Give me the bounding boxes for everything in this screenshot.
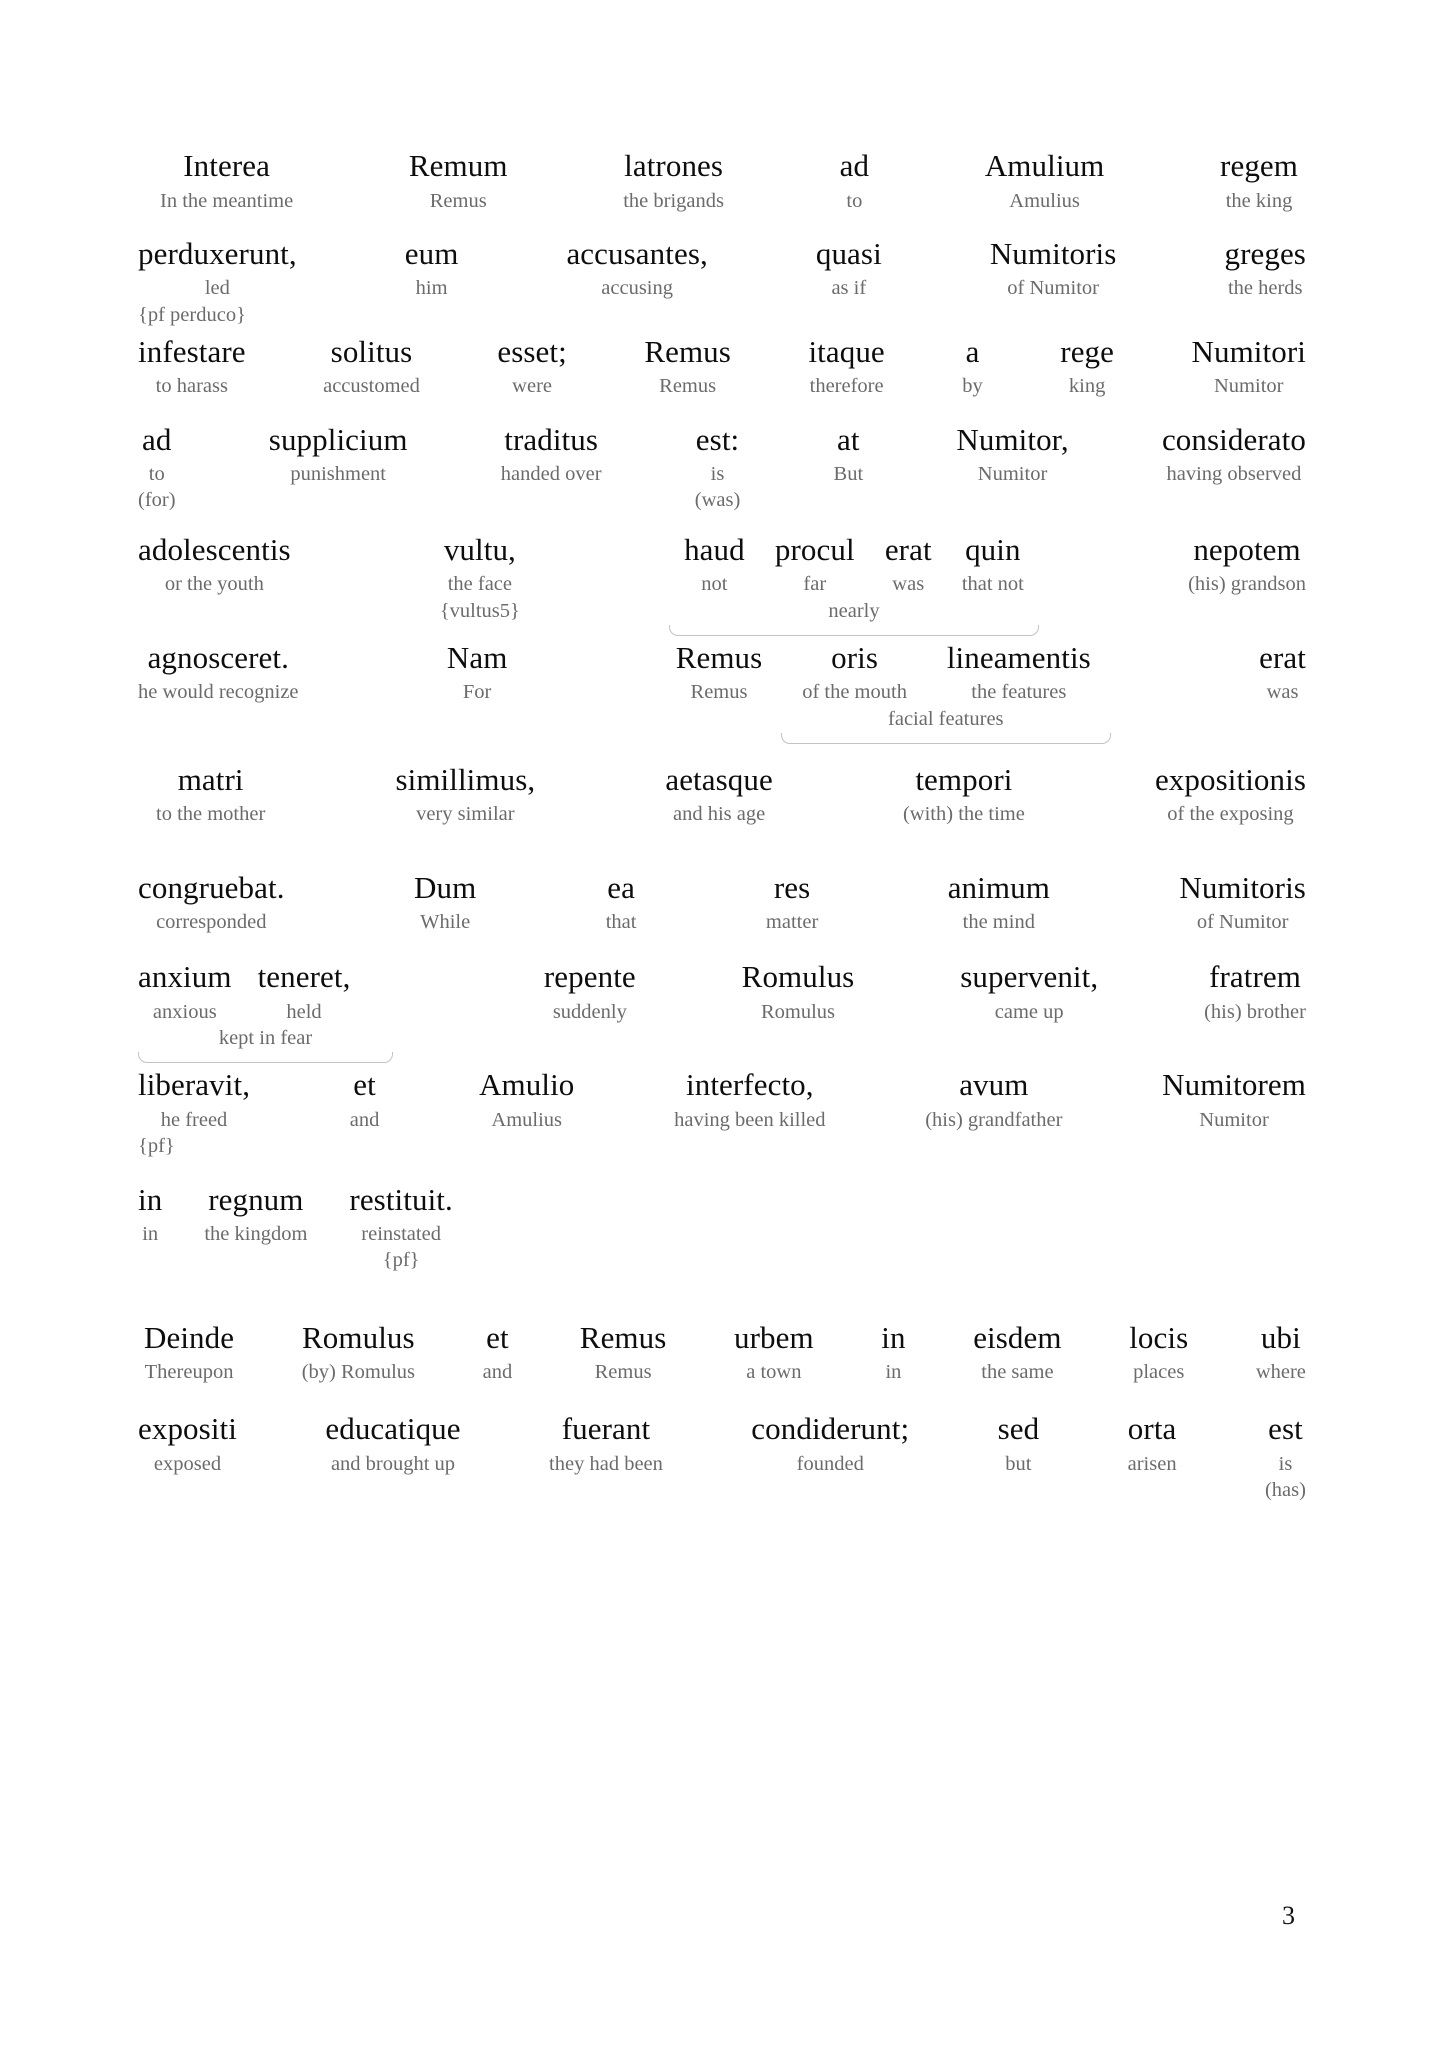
- gloss: having been killed: [674, 1109, 826, 1132]
- word-stack: [501, 422, 602, 488]
- latin-word: avum: [959, 1067, 1029, 1103]
- latin-word: vultu,: [443, 531, 516, 567]
- latin-word: eisdem: [973, 1319, 1062, 1355]
- gloss: Remus: [659, 375, 717, 398]
- gloss: Thereupon: [144, 1361, 234, 1384]
- gloss: to the mother: [156, 803, 266, 826]
- word-stack: [962, 334, 983, 400]
- interlinear-line: [138, 148, 1306, 214]
- gloss: led: [204, 277, 230, 300]
- gloss: (his) grandfather: [925, 1109, 1063, 1132]
- latin-word: educatique: [325, 1411, 461, 1447]
- gloss: of the mouth: [802, 681, 907, 704]
- latin-word: est:: [695, 421, 740, 457]
- latin-word: supervenit,: [960, 959, 1099, 995]
- gloss: Amulius: [491, 1109, 563, 1132]
- latin-word: Numitor,: [956, 421, 1069, 457]
- word-stack: [580, 1320, 667, 1386]
- gloss: Remus: [594, 1361, 652, 1384]
- gloss: were: [512, 375, 553, 398]
- latin-word: infestare: [138, 333, 246, 369]
- word-stack: [414, 870, 476, 936]
- latin-word: liberavit,: [138, 1067, 251, 1103]
- word-stack: [258, 959, 351, 1025]
- braced-word-row: [669, 532, 1039, 598]
- gloss: the mind: [962, 911, 1035, 934]
- gloss: punishment: [290, 463, 386, 486]
- word-stack: [840, 148, 869, 214]
- gloss: of Numitor: [1007, 277, 1099, 300]
- gloss: the kingdom: [204, 1223, 308, 1246]
- gloss: was: [1266, 681, 1299, 704]
- word-stack: [956, 422, 1068, 488]
- word-stack: [623, 148, 724, 214]
- word-stack: [1162, 1067, 1306, 1133]
- gloss: matter: [765, 911, 819, 934]
- word-stack: [323, 334, 420, 400]
- gloss: (his) grandson: [1188, 573, 1306, 596]
- latin-word: Romulus: [302, 1319, 415, 1355]
- word-stack: [497, 334, 566, 400]
- word-stack: [1188, 532, 1306, 598]
- paragraph-3: [138, 1320, 1306, 1504]
- word-stack: [144, 1320, 234, 1386]
- gloss-note: (has): [1264, 1479, 1306, 1502]
- word-stack: [734, 1320, 814, 1386]
- latin-word: Numitoris: [1179, 869, 1306, 905]
- latin-word: fratrem: [1209, 959, 1301, 995]
- latin-word: haud: [684, 531, 745, 567]
- latin-word: agnosceret.: [147, 639, 289, 675]
- gloss: came up: [994, 1001, 1064, 1024]
- word-stack: [138, 532, 291, 598]
- gloss: therefore: [809, 375, 884, 398]
- word-stack: [138, 1067, 250, 1159]
- latin-word: Amulio: [479, 1067, 575, 1103]
- latin-word: greges: [1224, 235, 1306, 271]
- word-stack: [138, 1411, 237, 1477]
- word-stack: [816, 236, 882, 302]
- gloss: (with) the time: [902, 803, 1025, 826]
- word-stack: [479, 1067, 574, 1133]
- word-stack: [985, 148, 1105, 214]
- word-stack: [350, 1067, 380, 1133]
- interlinear-line: [138, 762, 1306, 828]
- gloss: For: [462, 681, 492, 704]
- gloss: a town: [746, 1361, 802, 1384]
- latin-word: nepotem: [1193, 531, 1301, 567]
- latin-word: quasi: [815, 235, 882, 271]
- braced-word-group: [138, 959, 438, 1063]
- gloss-note: {pf}: [138, 1135, 175, 1158]
- word-stack: [1162, 422, 1306, 488]
- word-stack: [1060, 334, 1114, 400]
- word-stack: [644, 334, 731, 400]
- latin-word: ea: [607, 869, 635, 905]
- gloss: the king: [1225, 189, 1293, 212]
- braced-word-group: [656, 640, 1111, 744]
- latin-word: quin: [965, 531, 1021, 567]
- interlinear-line: [138, 1411, 1306, 1503]
- latin-word: interfecto,: [686, 1067, 814, 1103]
- gloss-note: (was): [694, 489, 741, 512]
- word-stack: [684, 532, 745, 598]
- latin-word: congruebat.: [138, 869, 285, 905]
- page-number: 3: [1282, 1901, 1295, 1930]
- gloss: arisen: [1127, 1452, 1177, 1475]
- latin-word: Deinde: [144, 1319, 235, 1355]
- latin-word: Amulium: [984, 148, 1105, 183]
- word-stack: [881, 1320, 905, 1386]
- gloss: the face: [447, 573, 512, 596]
- latin-word: perduxerunt,: [138, 235, 297, 271]
- latin-word: ubi: [1260, 1319, 1301, 1355]
- word-stack: [138, 959, 232, 1025]
- interlinear-line: [138, 422, 1306, 514]
- latin-word: procul: [774, 531, 855, 567]
- gloss: Amulius: [1009, 189, 1080, 212]
- latin-word: condiderunt;: [751, 1411, 910, 1447]
- word-stack: [409, 148, 508, 214]
- word-stack: [606, 870, 637, 936]
- word-stack: [751, 1411, 909, 1477]
- latin-word: repente: [543, 959, 636, 995]
- word-stack: [1204, 959, 1306, 1025]
- latin-word: expositi: [138, 1411, 237, 1447]
- word-stack: [695, 422, 741, 514]
- word-stack: [998, 1411, 1040, 1477]
- interlinear-line: [138, 532, 1306, 636]
- gloss: But: [833, 463, 864, 486]
- latin-word: res: [773, 869, 811, 905]
- latin-word: simillimus,: [395, 761, 536, 797]
- word-stack: [808, 334, 884, 400]
- word-stack: [549, 1411, 663, 1477]
- latin-word: erat: [884, 531, 932, 567]
- word-stack: [960, 959, 1098, 1025]
- latin-word: et: [486, 1319, 509, 1355]
- gloss: him: [415, 277, 448, 300]
- latin-word: teneret,: [257, 959, 351, 995]
- group-brace: [669, 598, 1039, 636]
- gloss: reinstated: [361, 1223, 441, 1246]
- latin-word: a: [965, 333, 980, 369]
- word-stack: [775, 532, 855, 598]
- braced-word-row: [138, 959, 438, 1025]
- gloss: founded: [796, 1452, 864, 1475]
- gloss: Remus: [429, 189, 487, 212]
- gloss: king: [1068, 375, 1106, 398]
- word-stack: [1220, 148, 1298, 214]
- latin-word: accusantes,: [566, 235, 708, 271]
- latin-word: restituit.: [349, 1181, 453, 1217]
- latin-word: Remus: [644, 333, 731, 369]
- gloss-note: {pf}: [382, 1249, 420, 1272]
- gloss: suddenly: [552, 1001, 627, 1024]
- word-stack: [802, 640, 907, 706]
- latin-word: in: [881, 1319, 906, 1355]
- brace-rule: [781, 733, 1111, 744]
- latin-word: oris: [831, 639, 879, 675]
- word-stack: [665, 762, 773, 828]
- latin-word: expositionis: [1154, 761, 1306, 797]
- gloss: places: [1133, 1361, 1185, 1384]
- gloss: accustomed: [323, 375, 420, 398]
- paragraph-1: [138, 148, 1306, 828]
- word-stack: [566, 236, 707, 302]
- word-stack: [973, 1320, 1061, 1386]
- gloss: and his age: [672, 803, 766, 826]
- word-stack: [349, 1182, 452, 1274]
- latin-word: Romulus: [741, 959, 855, 995]
- word-stack: [766, 870, 818, 936]
- paragraph-2: [138, 870, 1306, 1274]
- word-stack: [1129, 1320, 1188, 1386]
- latin-word: considerato: [1161, 421, 1306, 457]
- gloss: as if: [831, 277, 867, 300]
- interlinear-line: [138, 1067, 1306, 1159]
- word-stack: [948, 870, 1050, 936]
- group-brace: [781, 706, 1111, 744]
- word-stack: [160, 148, 293, 214]
- word-stack: [138, 422, 176, 514]
- latin-word: Numitori: [1191, 333, 1306, 369]
- gloss: they had been: [549, 1452, 663, 1475]
- gloss: was: [892, 573, 925, 596]
- gloss: very similar: [416, 803, 515, 826]
- word-stack: [302, 1320, 415, 1386]
- word-stack: [1265, 1411, 1306, 1503]
- gloss: is: [1278, 1452, 1293, 1475]
- latin-word: fuerant: [561, 1411, 651, 1447]
- gloss: accusing: [601, 277, 674, 300]
- gloss: Numitor: [1214, 375, 1284, 398]
- gloss: Remus: [690, 681, 748, 704]
- gloss: but: [1005, 1452, 1032, 1475]
- gloss: Numitor: [977, 463, 1048, 486]
- group-gloss: kept in fear: [218, 1027, 313, 1050]
- latin-word: solitus: [330, 333, 413, 369]
- latin-word: urbem: [734, 1319, 814, 1355]
- gloss: is: [710, 463, 725, 486]
- braced-word-group: [669, 532, 1039, 636]
- word-stack: [447, 640, 508, 706]
- interlinear-line: [138, 1182, 1306, 1274]
- gloss: to: [846, 189, 863, 212]
- latin-word: Interea: [183, 148, 270, 183]
- latin-word: animum: [947, 869, 1050, 905]
- gloss: or the youth: [164, 573, 264, 596]
- latin-word: Nam: [446, 639, 508, 675]
- gloss: that not: [961, 573, 1024, 596]
- group-brace: [138, 1025, 393, 1063]
- latin-word: itaque: [808, 333, 885, 369]
- word-stack: [1128, 1411, 1177, 1477]
- latin-word: ad: [142, 421, 172, 457]
- latin-word: in: [138, 1181, 163, 1217]
- word-stack: [1155, 762, 1306, 828]
- latin-word: lineamentis: [946, 639, 1091, 675]
- gloss: handed over: [500, 463, 602, 486]
- latin-word: Numitorem: [1162, 1067, 1306, 1103]
- gloss: to harass: [155, 375, 228, 398]
- word-stack: [676, 640, 763, 706]
- word-stack: [269, 422, 408, 488]
- gloss: he would recognize: [138, 681, 299, 704]
- word-stack: [138, 236, 297, 328]
- latin-word: matri: [177, 761, 244, 797]
- gloss: the brigands: [623, 189, 724, 212]
- latin-word: Dum: [414, 869, 477, 905]
- word-stack: [962, 532, 1024, 598]
- word-stack: [156, 762, 265, 828]
- gloss: In the meantime: [160, 189, 294, 212]
- latin-word: Remum: [408, 148, 508, 183]
- latin-word: traditus: [504, 421, 599, 457]
- latin-word: regnum: [208, 1181, 304, 1217]
- latin-word: erat: [1259, 639, 1306, 675]
- interlinear-line: [138, 870, 1306, 936]
- latin-word: sed: [997, 1411, 1040, 1447]
- latin-word: locis: [1129, 1319, 1189, 1355]
- gloss: and brought up: [330, 1452, 456, 1475]
- word-stack: [1259, 640, 1306, 706]
- gloss: held: [286, 1001, 322, 1024]
- latin-word: ad: [839, 148, 870, 183]
- latin-word: rege: [1060, 333, 1115, 369]
- interlinear-line: [138, 959, 1306, 1063]
- latin-word: et: [353, 1067, 376, 1103]
- interlinear-text-body: [138, 148, 1306, 1507]
- interlinear-line: [138, 236, 1306, 328]
- gloss: and: [482, 1361, 513, 1384]
- word-stack: [1256, 1320, 1306, 1386]
- latin-word: esset;: [497, 333, 567, 369]
- word-stack: [1224, 236, 1306, 302]
- word-stack: [325, 1411, 460, 1477]
- latin-word: adolescentis: [138, 531, 291, 567]
- word-stack: [1179, 870, 1306, 936]
- word-stack: [138, 334, 246, 400]
- gloss: not: [701, 573, 728, 596]
- latin-word: Remus: [675, 639, 763, 675]
- word-stack: [834, 422, 864, 488]
- gloss: the same: [981, 1361, 1054, 1384]
- gloss: of the exposing: [1167, 803, 1294, 826]
- word-stack: [483, 1320, 513, 1386]
- gloss: he freed: [160, 1109, 228, 1132]
- latin-word: anxium: [138, 959, 232, 995]
- gloss: in: [142, 1223, 159, 1246]
- word-stack: [674, 1067, 825, 1133]
- word-stack: [138, 1182, 162, 1248]
- word-stack: [395, 762, 535, 828]
- gloss: Romulus: [760, 1001, 836, 1024]
- word-stack: [990, 236, 1117, 302]
- gloss: of Numitor: [1196, 911, 1289, 934]
- gloss: the herds: [1227, 277, 1303, 300]
- gloss: the features: [971, 681, 1067, 704]
- word-stack: [138, 870, 285, 936]
- gloss: (his) brother: [1204, 1001, 1306, 1024]
- latin-word: eum: [404, 235, 459, 271]
- brace-rule: [669, 625, 1039, 636]
- interlinear-line: [138, 334, 1306, 400]
- gloss: and: [349, 1109, 380, 1132]
- gloss-note: (for): [138, 489, 176, 512]
- word-stack: [440, 532, 520, 624]
- group-gloss: nearly: [828, 599, 880, 622]
- gloss: (by) Romulus: [301, 1361, 416, 1384]
- latin-word: orta: [1127, 1411, 1177, 1447]
- gloss: far: [803, 573, 827, 596]
- word-stack: [903, 762, 1025, 828]
- interlinear-line: [138, 640, 1306, 744]
- word-stack: [925, 1067, 1062, 1133]
- gloss: in: [885, 1361, 902, 1384]
- latin-word: at: [837, 421, 860, 457]
- latin-word: supplicium: [268, 421, 408, 457]
- word-stack: [742, 959, 855, 1025]
- brace-rule: [138, 1052, 393, 1063]
- interlinear-line: [138, 1320, 1306, 1386]
- latin-word: Remus: [579, 1319, 667, 1355]
- gloss: exposed: [153, 1452, 222, 1475]
- braced-word-row: [656, 640, 1111, 706]
- latin-word: est: [1268, 1411, 1303, 1447]
- word-stack: [544, 959, 636, 1025]
- gloss-note: {pf perduco}: [138, 303, 246, 326]
- gloss: to: [148, 463, 165, 486]
- gloss: Numitor: [1199, 1109, 1269, 1132]
- word-stack: [405, 236, 459, 302]
- gloss: by: [962, 375, 983, 398]
- latin-word: tempori: [915, 761, 1013, 797]
- group-gloss: facial features: [888, 707, 1004, 730]
- latin-word: Numitoris: [989, 235, 1117, 271]
- gloss: that: [605, 911, 637, 934]
- gloss: having observed: [1166, 463, 1302, 486]
- gloss-note: {vultus5}: [439, 599, 520, 622]
- gloss: where: [1255, 1361, 1306, 1384]
- word-stack: [138, 640, 299, 706]
- gloss: While: [420, 911, 471, 934]
- word-stack: [204, 1182, 307, 1248]
- latin-word: latrones: [624, 148, 724, 183]
- gloss: anxious: [152, 1001, 217, 1024]
- word-stack: [1192, 334, 1306, 400]
- word-stack: [947, 640, 1091, 706]
- gloss: corresponded: [156, 911, 267, 934]
- latin-word: regem: [1220, 148, 1298, 183]
- word-stack: [885, 532, 932, 598]
- latin-word: aetasque: [665, 761, 773, 797]
